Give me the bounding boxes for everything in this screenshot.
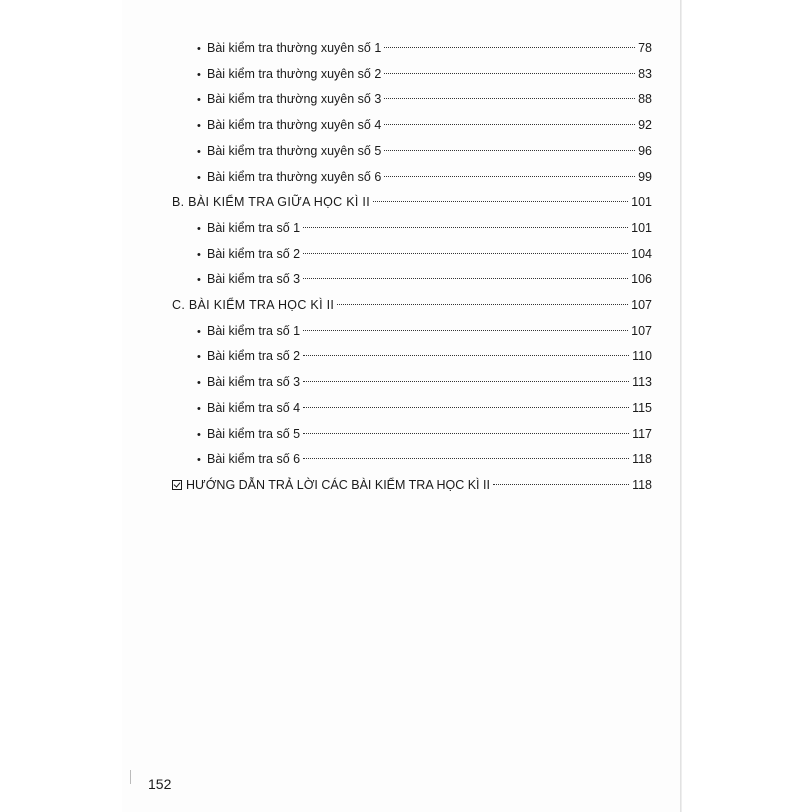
toc-entry-page: 92 <box>638 118 652 132</box>
dot-leader <box>303 355 629 356</box>
toc-entry-page: 106 <box>631 272 652 286</box>
toc-item-row <box>197 63 652 85</box>
dot-leader <box>303 381 629 382</box>
dot-leader <box>303 278 628 279</box>
toc-entry-page: 88 <box>638 92 652 106</box>
margin-mark <box>130 770 131 784</box>
dot-leader <box>373 201 628 202</box>
dot-leader <box>337 304 628 305</box>
toc-entry-label: Bài kiểm tra số 1 <box>207 221 301 235</box>
toc-item-row <box>197 37 652 59</box>
toc-entry-label: HƯỚNG DẪN TRẢ LỜI CÁC BÀI KIỂM TRA HỌC KÌ II <box>186 478 490 492</box>
toc-entry-label: Bài kiểm tra thường xuyên số 3 <box>207 92 382 106</box>
toc-entry-label: Bài kiểm tra số 3 <box>207 375 301 389</box>
toc-entry-label: Bài kiểm tra thường xuyên số 1 <box>207 41 382 55</box>
toc-entry-label: Bài kiểm tra số 3 <box>207 272 301 286</box>
bullet-icon: • <box>197 403 201 415</box>
toc-entry-label: B. BÀI KIỂM TRA GIỮA HỌC KÌ II <box>172 195 370 209</box>
toc-entry-label: Bài kiểm tra thường xuyên số 5 <box>207 144 382 158</box>
toc-entry-label: Bài kiểm tra thường xuyên số 4 <box>207 118 382 132</box>
bullet-icon: • <box>197 274 201 286</box>
dot-leader <box>303 330 628 331</box>
bullet-icon: • <box>197 69 201 81</box>
toc-entry-label: Bài kiểm tra số 4 <box>207 401 301 415</box>
toc-item-row <box>197 166 652 188</box>
toc-section-row <box>172 191 652 213</box>
toc-item-row <box>197 345 652 367</box>
dot-leader <box>384 176 635 177</box>
bullet-icon: • <box>197 249 201 261</box>
toc-entry-page: 99 <box>638 170 652 184</box>
bullet-icon: • <box>197 351 201 363</box>
checkbox-icon <box>172 480 182 490</box>
toc-item-row <box>197 140 652 162</box>
toc-entry-label: Bài kiểm tra số 5 <box>207 427 301 441</box>
toc-entry-page: 115 <box>632 401 652 415</box>
toc-entry-label: Bài kiểm tra thường xuyên số 2 <box>207 67 382 81</box>
toc-item-row <box>197 320 652 342</box>
toc-entry-label: Bài kiểm tra số 1 <box>207 324 301 338</box>
bullet-icon: • <box>197 454 201 466</box>
dot-leader <box>384 124 635 125</box>
toc-entry-page: 104 <box>631 247 652 261</box>
toc-item-row <box>197 217 652 239</box>
toc-entry-label: C. BÀI KIỂM TRA HỌC KÌ II <box>172 298 335 312</box>
toc-section-row <box>172 294 652 316</box>
bullet-icon: • <box>197 429 201 441</box>
toc-entry-label: Bài kiểm tra thường xuyên số 6 <box>207 170 382 184</box>
toc-item-row <box>197 371 652 393</box>
toc-entry-page: 118 <box>632 452 652 466</box>
toc-entry-page: 101 <box>631 195 652 209</box>
bullet-icon: • <box>197 43 201 55</box>
toc-item-row <box>197 88 652 110</box>
toc-answer-row <box>172 474 652 496</box>
toc-item-row <box>197 268 652 290</box>
toc-entry-page: 110 <box>632 349 652 363</box>
toc-entry-page: 107 <box>631 324 652 338</box>
dot-leader <box>384 150 635 151</box>
toc-item-row <box>197 423 652 445</box>
bullet-icon: • <box>197 172 201 184</box>
bullet-icon: • <box>197 94 201 106</box>
toc-entry-label: Bài kiểm tra số 6 <box>207 452 301 466</box>
toc-item-row <box>197 243 652 265</box>
toc-entry-page: 83 <box>638 67 652 81</box>
toc-entry-page: 96 <box>638 144 652 158</box>
dot-leader <box>303 458 629 459</box>
toc-entry-label: Bài kiểm tra số 2 <box>207 247 301 261</box>
bullet-icon: • <box>197 120 201 132</box>
toc-entry-label: Bài kiểm tra số 2 <box>207 349 301 363</box>
dot-leader <box>303 253 628 254</box>
toc-entry-page: 78 <box>638 41 652 55</box>
page-number: 152 <box>148 776 172 792</box>
bullet-icon: • <box>197 377 201 389</box>
toc-item-row <box>197 448 652 470</box>
toc-entry-page: 107 <box>631 298 652 312</box>
toc-item-row <box>197 397 652 419</box>
toc-entry-page: 113 <box>632 375 652 389</box>
dot-leader <box>384 73 635 74</box>
dot-leader <box>384 98 635 99</box>
bullet-icon: • <box>197 326 201 338</box>
bullet-icon: • <box>197 146 201 158</box>
toc-entry-page: 118 <box>632 478 652 492</box>
toc-entry-page: 117 <box>632 427 652 441</box>
toc-item-row <box>197 114 652 136</box>
bullet-icon: • <box>197 223 201 235</box>
dot-leader <box>303 433 629 434</box>
dot-leader <box>384 47 635 48</box>
toc-entry-page: 101 <box>631 221 652 235</box>
dot-leader <box>493 484 629 485</box>
dot-leader <box>303 407 629 408</box>
dot-leader <box>303 227 628 228</box>
